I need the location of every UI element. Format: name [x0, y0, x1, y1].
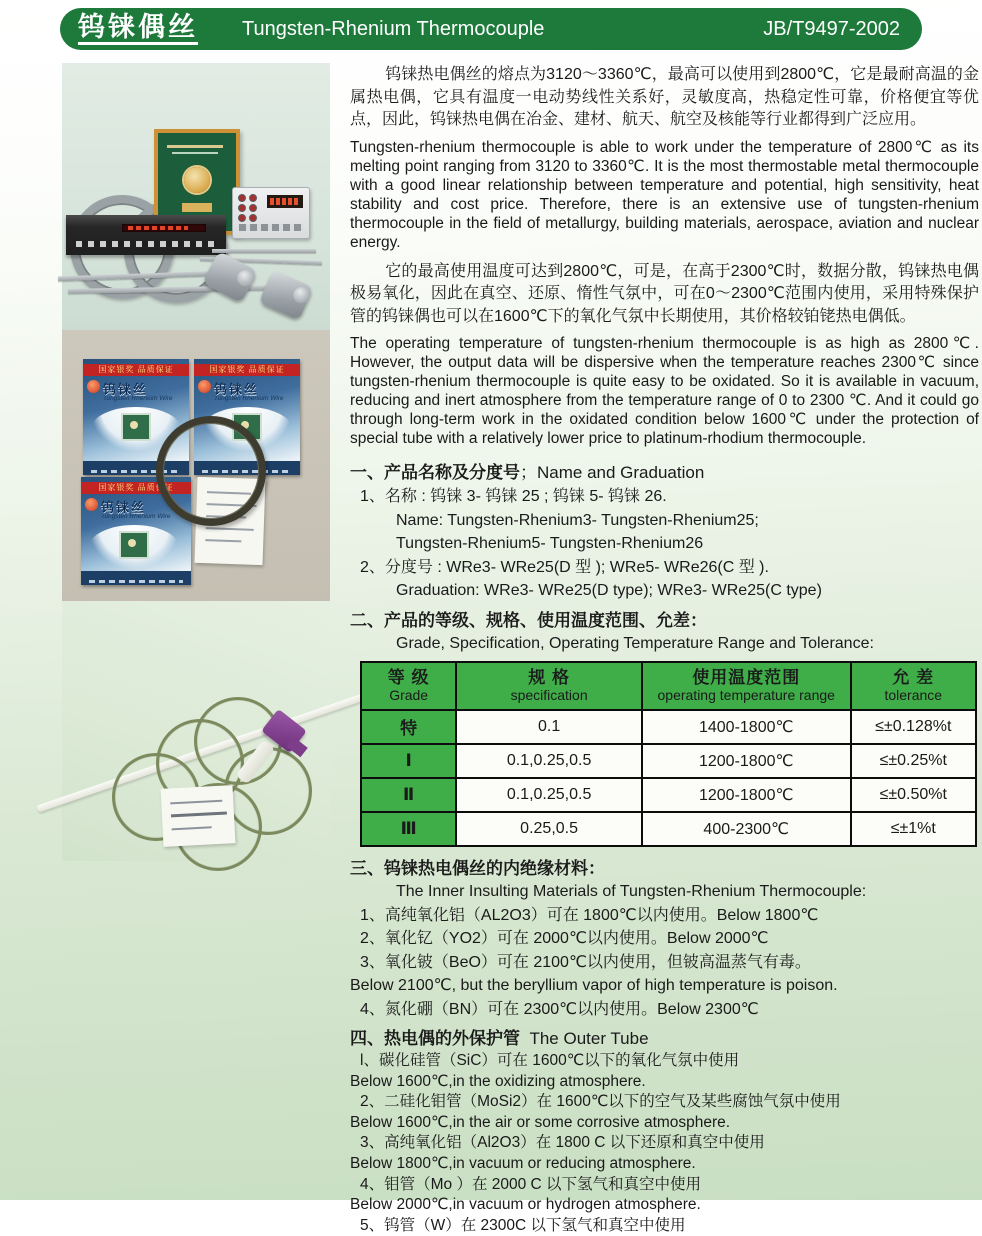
intro-paragraph-zh-1: 钨铼热电偶丝的熔点为3120～3360℃，最高可以使用到2800℃，它是最耐高温的金属热电偶，它具有温度一电动势线性关系好，灵敏度高，热稳定性可靠，价格便宜等优点，因此，钨铼热电偶在冶金、建材、航天、航空及核能等行业都得到广泛应用。 [350, 66, 979, 128]
cell-grade: 特 [361, 710, 456, 744]
box-title-text: 钨铼丝 [214, 382, 260, 397]
box-subtitle-text: Tungsten Rhenium Wire [103, 395, 173, 402]
cell-tolerance: ≤±0.128%t [851, 710, 976, 744]
cell-tolerance: ≤±0.25%t [851, 744, 976, 778]
section4-heading-zh: 四、热电偶的外保护管 [350, 1029, 520, 1048]
cell-grade: Ⅱ [361, 778, 456, 812]
cell-range: 400-2300℃ [642, 812, 851, 846]
section2-heading [350, 609, 979, 633]
page-title-en: Tungsten-Rhenium Thermocouple [242, 17, 545, 40]
cell-grade: Ⅲ [361, 812, 456, 846]
col-header-specification: 规 格 specification [456, 662, 642, 710]
insulation-item: 4、氮化硼（BN）可在 2300℃以内使用。Below 2300℃ [360, 1000, 759, 1018]
box-subtitle-text: Tungsten Rhenium Wire [214, 395, 284, 402]
table-row [361, 778, 976, 812]
cell-range: 1200-1800℃ [642, 778, 851, 812]
tube-item: 5、钨管（W）在 2300C 以下氢气和真空中使用 [360, 1216, 686, 1234]
box-banner-text: 国家银奖 品质保证 [83, 364, 189, 376]
tube-item: l、碳化硅管（SiC）可在 1600℃以下的氧化气氛中使用 [360, 1052, 740, 1069]
section3-heading-en: The Inner Insulting Materials of Tungsten-Rhenium Thermocouple: [396, 882, 867, 900]
section4-heading [350, 1027, 979, 1051]
tube-item-en: Below 1800℃,in vacuum or reducing atmosphere. [350, 1154, 696, 1172]
grade-table-header-row [361, 662, 976, 710]
box-title-text: 钨铼丝 [103, 382, 149, 397]
cell-range: 1400-1800℃ [642, 710, 851, 744]
cell-spec: 0.1,0.25,0.5 [456, 778, 642, 812]
insulation-item-en: Below 2100℃, but the beryllium vapor of high temperature is poison. [350, 977, 838, 994]
section1-heading-en: ；Name and Graduation [520, 463, 705, 482]
col-header-temperature-range: 使用温度范围 operating temperature range [642, 662, 851, 710]
col-header-tolerance: 允 差 tolerance [851, 662, 976, 710]
digital-meter [232, 187, 310, 239]
table-row [361, 710, 976, 744]
cell-tolerance: ≤±1%t [851, 812, 976, 846]
box-title-text: 钨铼丝 [101, 500, 147, 515]
table-row [361, 812, 976, 846]
wire-ring [156, 416, 266, 526]
section1-heading [350, 461, 979, 485]
section3-heading [350, 857, 979, 881]
instrument-unit [66, 215, 226, 255]
cell-range: 1200-1800℃ [642, 744, 851, 778]
tube-item: 4、钼管（Mo ）在 2000 C 以下氢气和真空中使用 [360, 1175, 702, 1193]
box-banner-text: 国家银奖 品质保证 [194, 364, 300, 376]
intro-paragraph-en-2: The operating temperature of tungsten-rhenium thermocouple is as high as 2800℃. However, the output data will be dispersive when the temperature reaches 2300℃ since tungsten-rhenium thermocouple is quite easy to be oxidated. So it is available in vacuum, reducing and inert atmosphere from the temperature range of 0 to 2300 ℃. And it could go through long-term work in the oxidated condition below 1600℃ under the protection of special tube with a relatively lower price to platinum-rhodium thermocouple. [350, 335, 979, 447]
text-column [350, 64, 979, 1236]
tube-item-en: Below 2000℃,in vacuum or hydrogen atmosphere. [350, 1196, 701, 1214]
section1-item-graduation-en: Graduation: WRe3- WRe25(D type); WRe3- WRe25(C type) [396, 582, 822, 599]
section1-item-name-en1: Name: Tungsten-Rhenium3- Tungsten-Rhenium25; [396, 511, 759, 529]
grade-table [360, 661, 977, 847]
product-photo-thermocouple [62, 601, 330, 861]
tube-item: 3、高纯氧化铝（Al2O3）在 1800 C 以下还原和真空中使用 [360, 1134, 765, 1152]
section1-item-graduation-zh: 2、分度号 : WRe3- WRe25(D 型 ); WRe5- WRe26(C 型 ). [360, 558, 769, 576]
section1-item-name-en2: Tungsten-Rhenium5- Tungsten-Rhenium26 [396, 535, 704, 552]
tube-item-en: Below 1600℃,in the oxidizing atmosphere. [350, 1072, 646, 1090]
cell-tolerance: ≤±0.50%t [851, 778, 976, 812]
box-banner-text: 国家银奖 品质保证 [81, 482, 191, 494]
page-header [60, 8, 922, 50]
tube-item: 2、二硅化钼管（MoSi2）在 1600℃以下的空气及某些腐蚀气氛中使用 [360, 1093, 841, 1111]
brand-logo-icon [85, 498, 98, 511]
intro-paragraph-en-1: Tungsten-rhenium thermocouple is able to work under the temperature of 2800℃ as its melting point ranging from 3120 to 3360℃. It is the most thermostable metal thermocouple with a good linear relationship between temperature and potential, high sensitivity, heat stability and cost price. Therefore, there is an extensive use of tungsten-rhenium thermocouple in the field of metallurgy, building materials, aerospace, aviation and nuclear energy. [350, 138, 979, 251]
cell-spec: 0.1 [456, 710, 642, 744]
cell-spec: 0.25,0.5 [456, 812, 642, 846]
product-photo-equipment [62, 63, 330, 330]
brand-logo-icon [87, 380, 100, 393]
label-card [161, 785, 236, 847]
tube-item-en: Below 1600℃,in the air or some corrosive atmosphere. [350, 1113, 731, 1131]
section4-heading-en: The Outer Tube [529, 1029, 649, 1048]
box-subtitle-text: Tungsten Rhenium Wire [101, 513, 171, 520]
section2-heading-en: Grade, Specification, Operating Temperature Range and Tolerance: [396, 634, 874, 652]
col-header-grade: 等 级 Grade [361, 662, 456, 710]
table-row [361, 744, 976, 778]
section1-heading-zh: 一、产品名称及分度号 [350, 463, 520, 482]
product-photo-packaging [62, 330, 330, 601]
cell-grade: Ⅰ [361, 744, 456, 778]
brand-logo-icon [198, 380, 211, 393]
thermocouple-probe [259, 270, 314, 321]
intro-paragraph-zh-2: 它的最高使用温度可达到2800℃，可是，在高于2300℃时，数据分散，钨铼热电偶极易氧化，因此在真空、还原、惰性气氛中，可在0～2300℃范围内使用，采用特殊保护管的钨铼偶也可以在1600℃下的氧化气氛中长期使用，其价格较铂铑热电偶低。 [350, 262, 979, 325]
section3-heading-zh: 三、钨铼热电偶丝的内绝缘材料： [350, 858, 605, 878]
wire-rod [212, 249, 316, 253]
insulation-item: 3、氧化铍（BeO）可在 2100℃以内使用，但铍高温蒸气有毒。 [360, 953, 811, 971]
section1-item-name-zh: 1、名称 : 钨铼 3- 钨铼 25 ; 钨铼 5- 钨铼 26. [360, 488, 667, 505]
medal-icon [184, 167, 210, 193]
insulation-item: 1、高纯氧化铝（AL2O3）可在 1800℃以内使用。Below 1800℃ [360, 906, 819, 924]
insulation-item: 2、氧化钇（YO2）可在 2000℃以内使用。Below 2000℃ [360, 930, 769, 947]
section2-heading-zh: 二、产品的等级、规格、使用温度范围、允差： [350, 610, 707, 630]
page-title-zh: 钨铼偶丝 [78, 13, 198, 45]
photo-column [62, 63, 330, 861]
standard-number: JB/T9497-2002 [763, 17, 900, 40]
cell-spec: 0.1,0.25,0.5 [456, 744, 642, 778]
